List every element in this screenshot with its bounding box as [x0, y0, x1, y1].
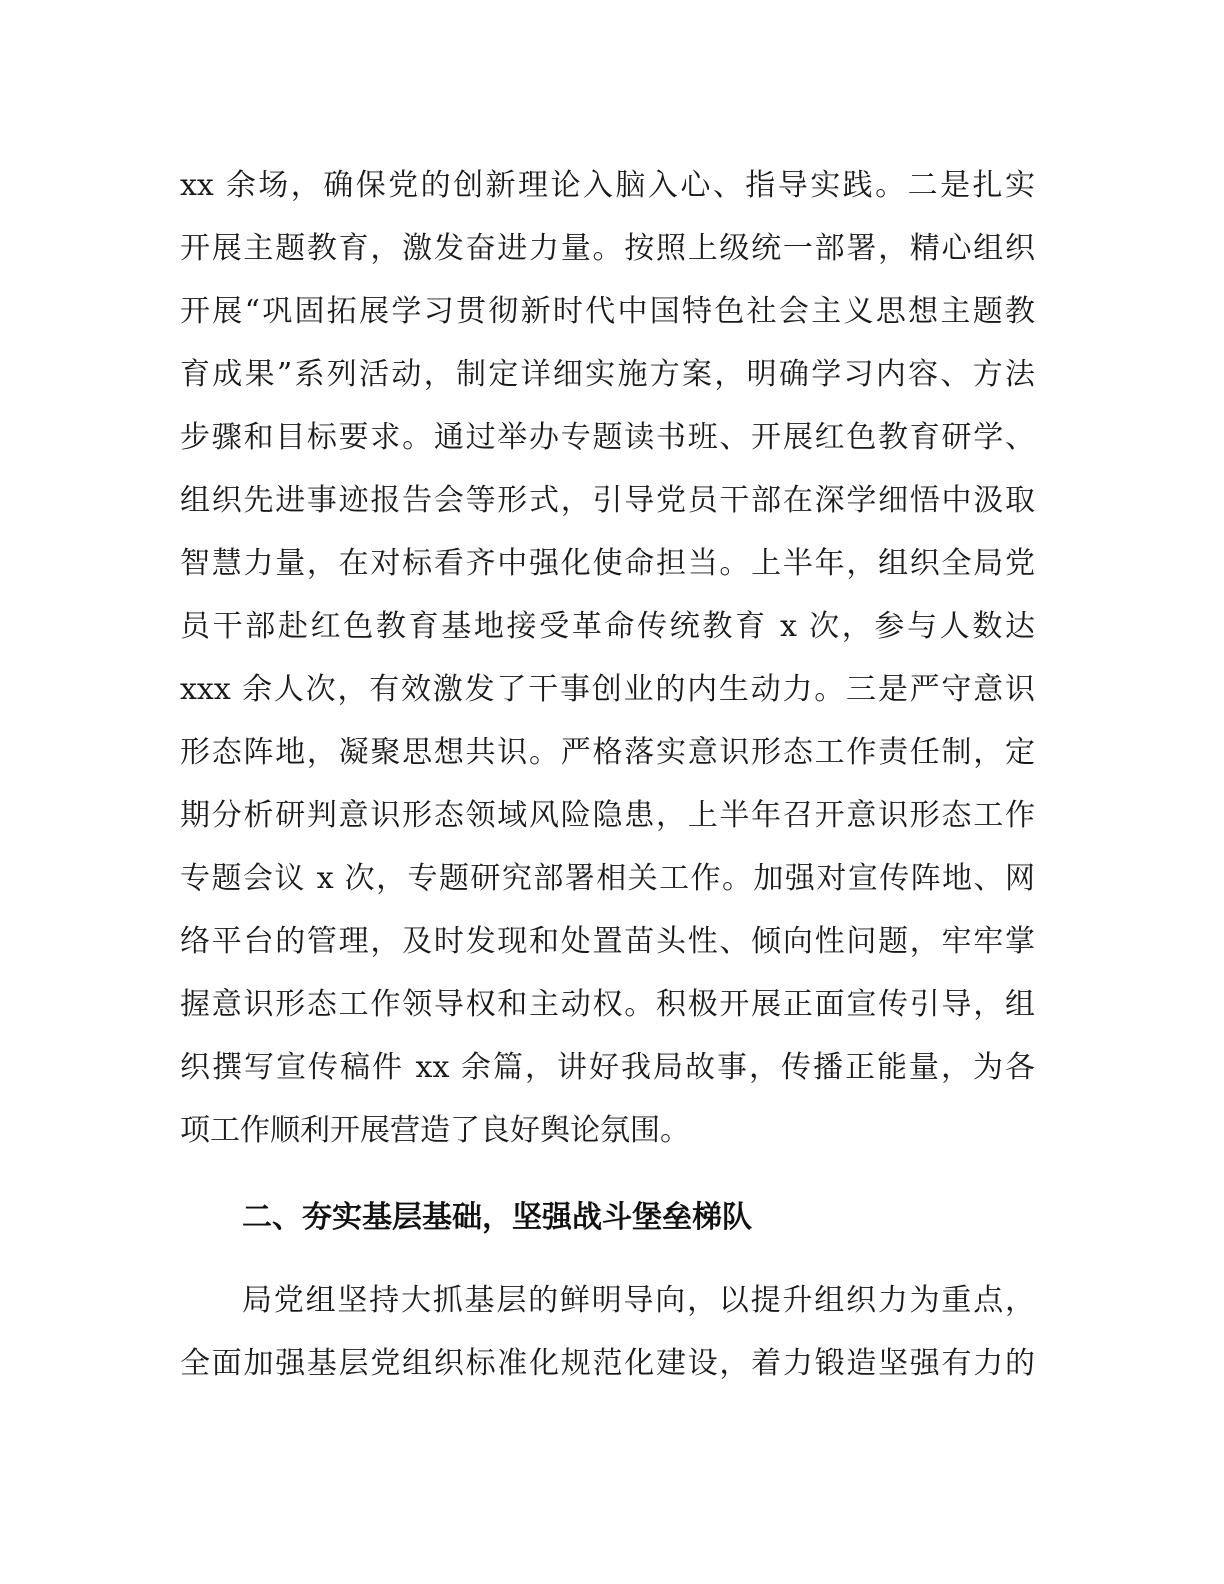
text-line: 形态阵地，凝聚思想共识。严格落实意识形态工作责任制，定 [180, 735, 1035, 770]
text-line: xxx 余人次，有效激发了干事创业的内生动力。三是严守意识 [180, 672, 1035, 707]
text-line: 育成果”系列活动，制定详细实施方案，明确学习内容、方法 [180, 357, 1035, 392]
text-line-last: 项工作顺利开展营造了良好舆论氛围。 [180, 1113, 690, 1148]
text-line: 络平台的管理，及时发现和处置苗头性、倾向性问题，牢牢掌 [180, 924, 1035, 959]
text-line: 步骤和目标要求。通过举办专题读书班、开展红色教育研学、 [180, 420, 1035, 455]
text-line: 期分析研判意识形态领域风险隐患，上半年召开意识形态工作 [180, 798, 1035, 833]
text-line: 专题会议 x 次，专题研究部署相关工作。加强对宣传阵地、网 [180, 861, 1035, 896]
text-line: xx 余场，确保党的创新理论入脑入心、指导实践。二是扎实 [180, 168, 1035, 203]
text-line: 智慧力量，在对标看齐中强化使命担当。上半年，组织全局党 [180, 546, 1035, 581]
body-paragraph-2 [180, 1281, 1035, 1391]
text-line: 全面加强基层党组织标准化规范化建设，着力锻造坚强有力的 [180, 1346, 1035, 1381]
text-line: 员干部赴红色教育基地接受革命传统教育 x 次，参与人数达 [180, 609, 1035, 644]
text-line: 握意识形态工作领导权和主动权。积极开展正面宣传引导，组 [180, 987, 1035, 1022]
text-line: 织撰写宣传稿件 xx 余篇，讲好我局故事，传播正能量，为各 [180, 1050, 1035, 1085]
text-line-indented: 局党组坚持大抓基层的鲜明导向，以提升组织力为重点， [242, 1283, 1035, 1318]
text-line: 开展主题教育，激发奋进力量。按照上级统一部署，精心组织 [180, 231, 1035, 266]
text-line: 开展“巩固拓展学习贯彻新时代中国特色社会主义思想主题教 [180, 294, 1035, 329]
body-paragraph-1 [180, 166, 1035, 1166]
section-heading: 二、夯实基层基础，坚强战斗堡垒梯队 [242, 1200, 752, 1235]
text-line: 组织先进事迹报告会等形式，引导党员干部在深学细悟中汲取 [180, 483, 1035, 518]
section-heading-block [180, 1198, 1035, 1238]
